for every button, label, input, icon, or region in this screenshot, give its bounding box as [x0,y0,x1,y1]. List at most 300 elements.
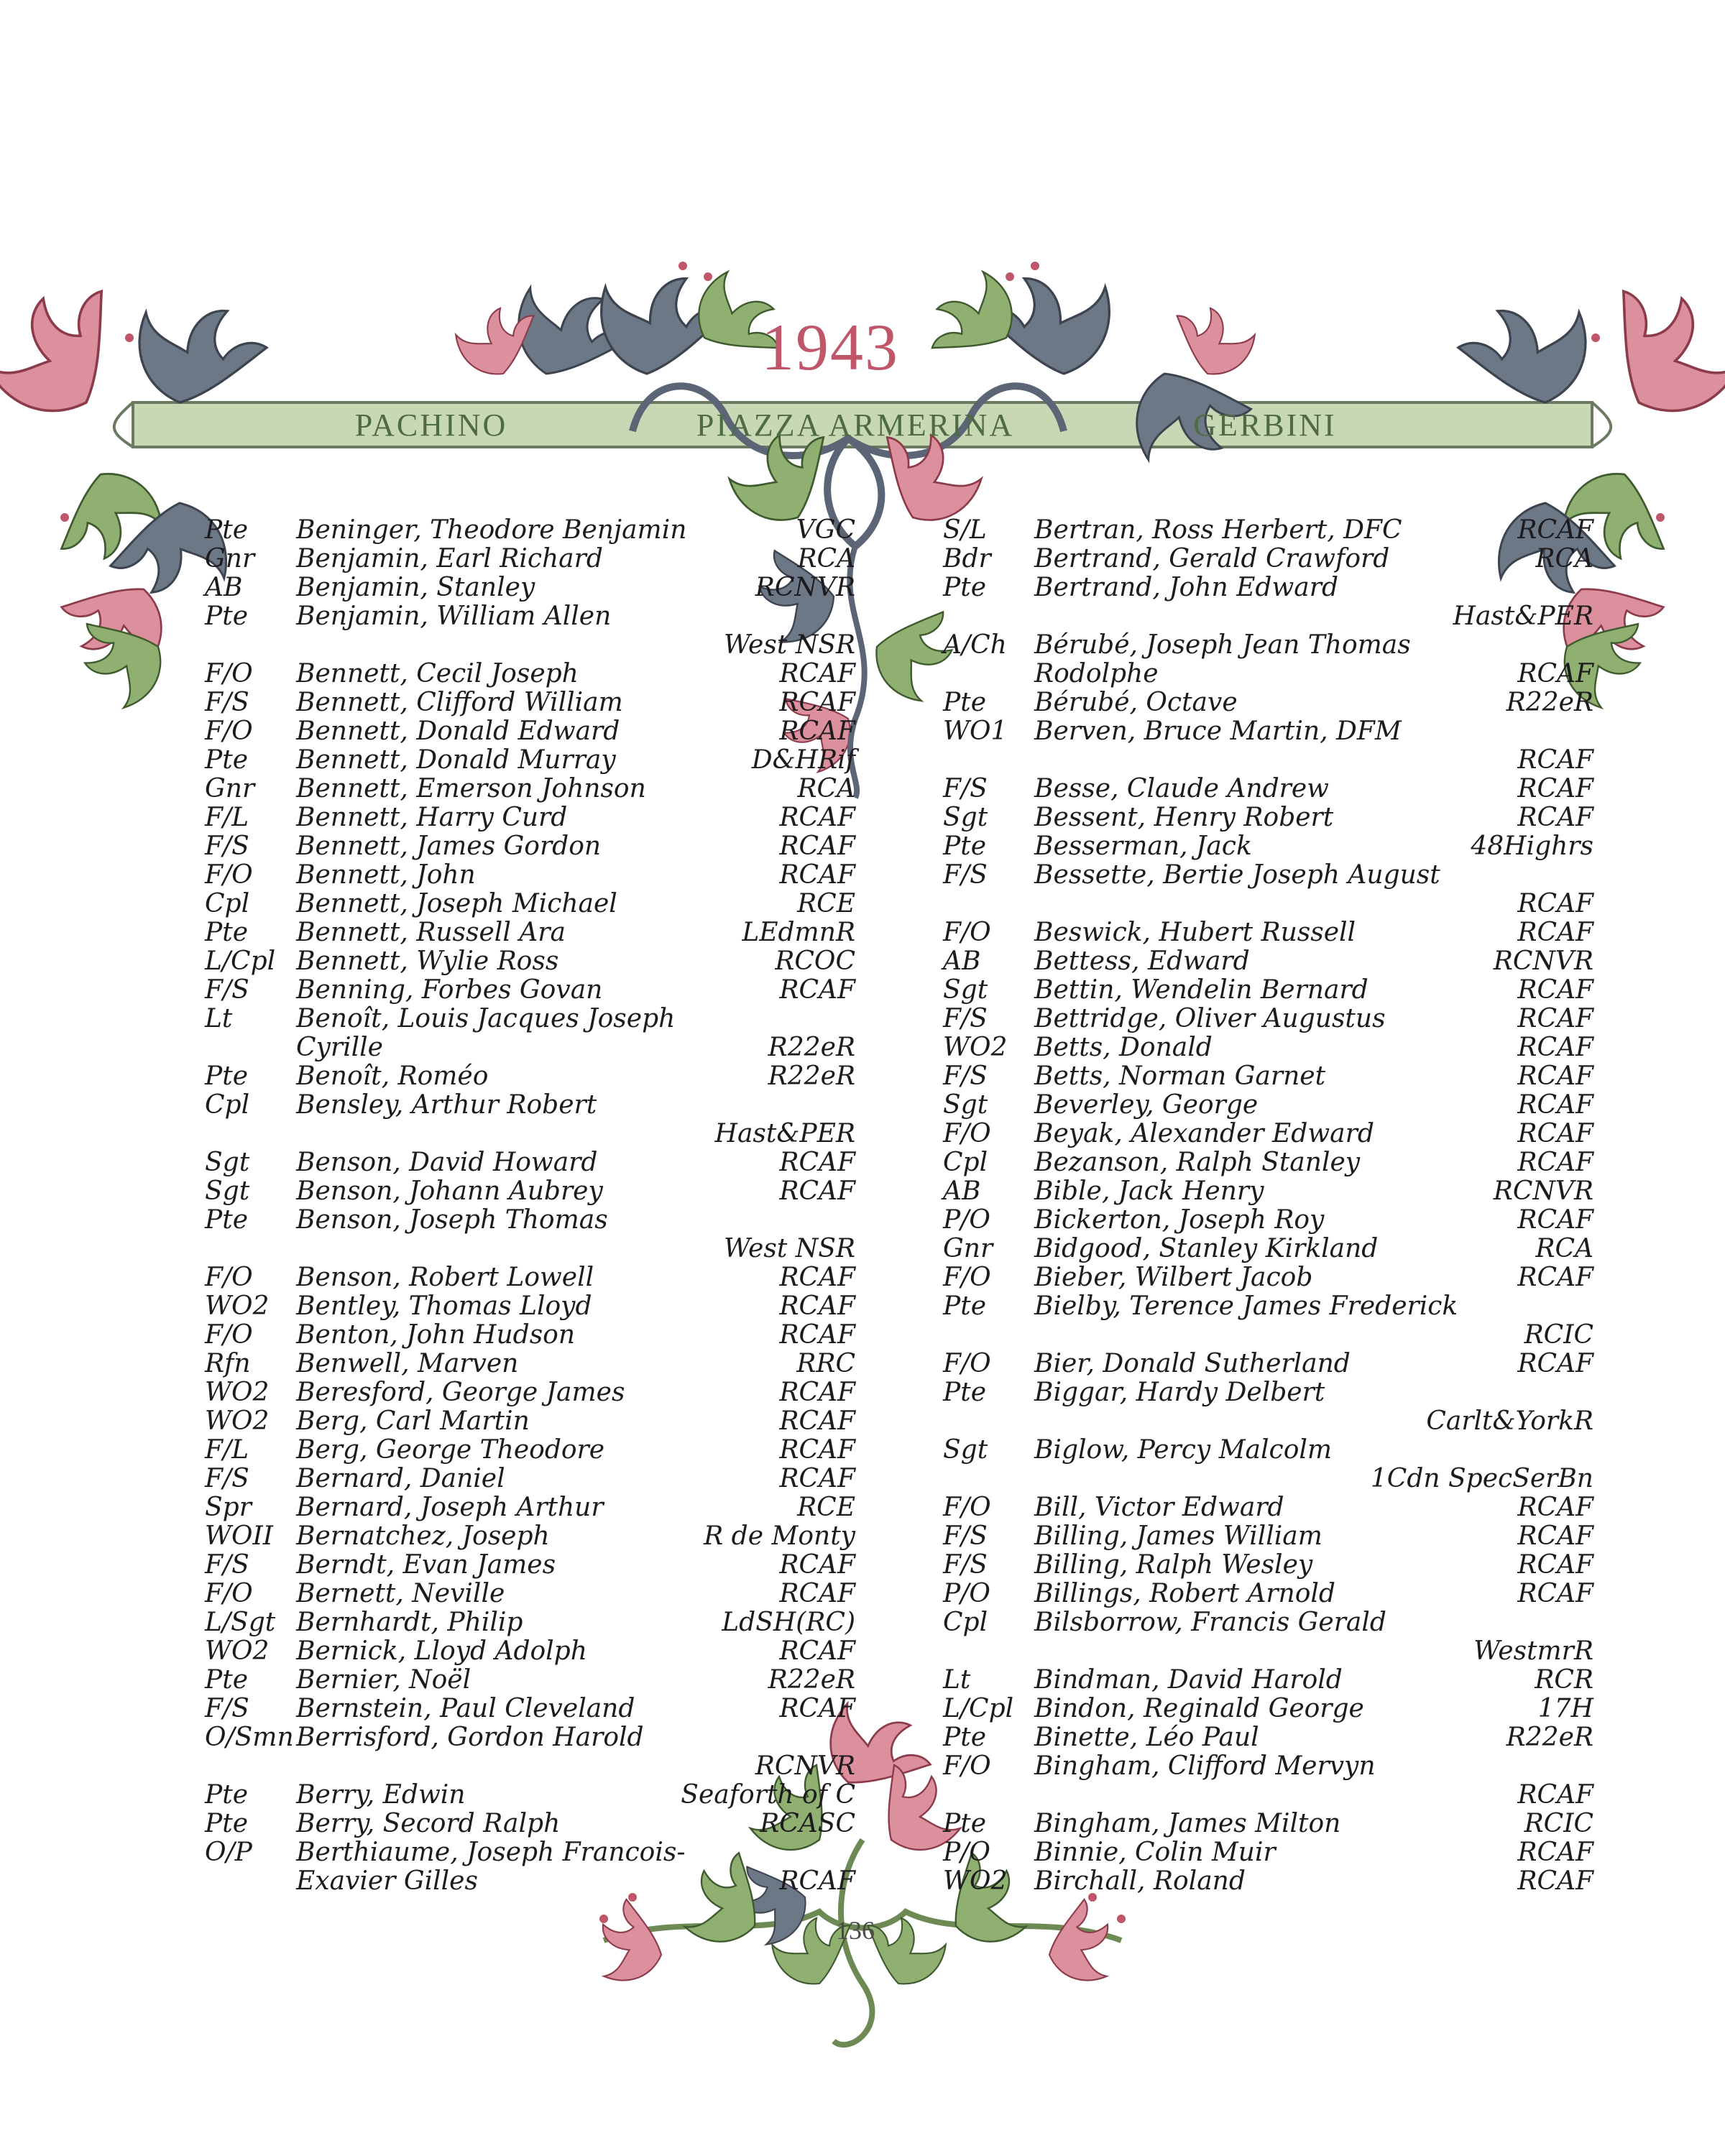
roll-entry [943,602,1593,631]
entry-rank: WO2 [205,1406,270,1436]
page-number: 136 [836,1916,875,1945]
roll-entry [205,1206,855,1235]
place-label-1: PACHINO [354,407,508,443]
entry-rank: Pte [205,1205,248,1235]
roll-entry [943,1033,1593,1062]
entry-unit: RCE [797,1493,855,1522]
entry-unit: RCAF [1517,1148,1593,1177]
entry-rank: Pte [943,1809,986,1838]
entry-name: Beresford, George James [296,1378,625,1407]
entry-name: Billing, Ralph Wesley [1034,1550,1313,1580]
entry-rank: F/O [205,659,253,688]
entry-unit: RCOC [775,946,855,976]
roll-entry [205,861,855,890]
entry-unit: RCAF [1517,745,1593,775]
entry-rank: WO2 [205,1378,270,1407]
roll-entry [943,1666,1593,1695]
entry-rank: Cpl [205,1090,250,1120]
entry-rank: WOII [205,1521,273,1551]
entry-unit: RCAF [779,1291,855,1321]
entry-name: Exavier Gilles [296,1866,478,1896]
roll-entry [205,573,855,602]
entry-name: Bennett, James Gordon [296,831,602,861]
entry-rank: Lt [943,1665,971,1695]
entry-name: Benton, John Hudson [296,1320,576,1350]
entry-rank: AB [943,946,981,976]
entry-unit: RCR [1535,1665,1593,1695]
entry-name: Bennett, Joseph Michael [296,889,617,918]
roll-entry [943,746,1593,775]
entry-name: Birchall, Roland [1034,1866,1246,1896]
entry-rank: WO2 [943,1033,1008,1062]
entry-rank: F/S [943,1521,988,1551]
entry-rank: O/Smn [205,1723,294,1752]
entry-rank: Cpl [205,889,250,918]
entry-name: Bernhardt, Philip [296,1608,523,1637]
entry-unit: RCA [1535,1234,1593,1263]
entry-name: Bennett, Donald Edward [296,717,620,746]
entry-rank: Bdr [943,544,991,573]
roll-entry [943,803,1593,832]
entry-unit: RCAF [1517,1033,1593,1062]
roll-entry [943,1177,1593,1206]
entry-unit: RCNVR [755,1751,855,1781]
entry-name: Bensley, Arthur Robert [296,1090,597,1120]
entry-name: Billing, James William [1034,1521,1322,1551]
roll-entry [943,1867,1593,1896]
roll-entry [943,861,1593,890]
entry-name: Beninger, Theodore Benjamin [296,515,687,545]
entry-name: Benson, Joseph Thomas [296,1205,608,1235]
entry-unit: RCE [797,889,855,918]
roll-entry [205,1263,855,1292]
roll-entry [943,573,1593,602]
entry-rank: AB [205,573,243,602]
roll-entry [943,717,1593,746]
entry-name: Bier, Donald Sutherland [1034,1349,1351,1378]
entry-rank: WO2 [205,1636,270,1666]
roll-entry [205,803,855,832]
entry-rank: F/O [943,1751,991,1781]
entry-rank: Sgt [943,975,988,1005]
entry-unit: RCAF [1517,1004,1593,1033]
entry-rank: AB [943,1176,981,1206]
entry-rank: WO2 [205,1291,270,1321]
entry-name: Besse, Claude Andrew [1034,774,1329,803]
entry-unit: RCAF [1517,918,1593,947]
entry-rank: F/O [205,1320,253,1350]
roll-entry [205,1608,855,1637]
entry-unit: RCAF [779,1320,855,1350]
entry-rank: F/S [205,1550,249,1580]
entry-name: Cyrille [296,1033,383,1062]
right-name-column [943,516,1593,1896]
entry-rank: Pte [943,1723,986,1752]
entry-unit: RCAF [1517,1780,1593,1810]
entry-name: Bernick, Lloyd Adolph [296,1636,587,1666]
entry-rank: Sgt [943,1090,988,1120]
roll-entry [205,602,855,631]
entry-name: Bieber, Wilbert Jacob [1034,1263,1313,1292]
entry-name: Bessent, Henry Robert [1034,803,1334,832]
entry-rank: Sgt [943,803,988,832]
entry-unit: Hast&PER [714,1119,855,1148]
entry-unit: RCIC [1524,1320,1593,1350]
entry-unit: RCNVR [1493,946,1593,976]
roll-entry [943,1206,1593,1235]
entry-rank: S/L [943,515,987,545]
entry-name: Bernard, Joseph Arthur [296,1493,604,1522]
roll-entry [205,1580,855,1608]
roll-entry [943,1120,1593,1148]
entry-rank: P/O [943,1579,990,1608]
entry-name: Bennett, Harry Curd [296,803,568,832]
entry-rank: Spr [205,1493,252,1522]
entry-name: Bezanson, Ralph Stanley [1034,1148,1361,1177]
roll-entry [205,631,855,660]
entry-name: Bertrand, Gerald Crawford [1034,544,1390,573]
roll-entry [943,890,1593,918]
entry-name: Binette, Léo Paul [1034,1723,1259,1752]
roll-entry [205,1810,855,1838]
entry-rank: Cpl [943,1148,988,1177]
entry-name: Bennett, John [296,860,476,890]
entry-unit: RCASC [760,1809,855,1838]
entry-unit: RCAF [779,1550,855,1580]
entry-unit: RCAF [1517,659,1593,688]
roll-entry [205,1867,855,1896]
entry-unit: RCAF [779,1176,855,1206]
roll-entry [943,1695,1593,1723]
entry-rank: Sgt [943,1435,988,1465]
entry-rank: Pte [205,1780,248,1810]
entry-name: Bennett, Cecil Joseph [296,659,579,688]
roll-entry [943,1608,1593,1637]
entry-unit: RCAF [779,860,855,890]
roll-entry [943,1263,1593,1292]
roll-entry [205,688,855,717]
entry-rank: WO2 [943,1866,1008,1896]
entry-rank: F/S [205,1694,249,1723]
entry-rank: Pte [205,602,248,631]
entry-name: Bingham, James Milton [1034,1809,1341,1838]
roll-entry [205,1551,855,1580]
entry-name: Berrisford, Gordon Harold [296,1723,644,1752]
entry-unit: RCAF [779,1148,855,1177]
entry-name: Benjamin, William Allen [296,602,612,631]
entry-rank: Pte [943,688,986,717]
entry-rank: Pte [943,831,986,861]
entry-unit: R22eR [768,1665,855,1695]
roll-entry [205,1120,855,1148]
roll-entry [943,545,1593,573]
roll-entry [943,1580,1593,1608]
entry-rank: F/S [943,860,988,890]
roll-entry [943,1810,1593,1838]
roll-entry [205,1522,855,1551]
roll-entry [205,1033,855,1062]
roll-entry [205,1493,855,1522]
entry-rank: P/O [943,1838,990,1867]
entry-rank: F/S [943,1004,988,1033]
roll-entry [205,976,855,1005]
entry-unit: 17H [1537,1694,1593,1723]
year-heading: 1943 [761,310,899,384]
entry-unit: R22eR [1506,1723,1593,1752]
entry-rank: P/O [943,1205,990,1235]
entry-name: Bennett, Emerson Johnson [296,774,646,803]
roll-entry [205,1091,855,1120]
entry-unit: Seaforth of C [681,1780,855,1810]
entry-name: Benoît, Louis Jacques Joseph [296,1004,676,1033]
entry-name: Benjamin, Earl Richard [296,544,603,573]
roll-entry [943,832,1593,861]
roll-entry [205,1723,855,1752]
entry-name: Bettridge, Oliver Augustus [1034,1004,1386,1033]
entry-unit: RCAF [1517,1263,1593,1292]
entry-name: Benwell, Marven [296,1349,519,1378]
entry-name: Benson, Johann Aubrey [296,1176,603,1206]
roll-entry [205,947,855,976]
place-label-2: PIAZZA ARMERINA [696,407,1015,443]
roll-entry [205,1666,855,1695]
entry-name: Bentley, Thomas Lloyd [296,1291,592,1321]
entry-unit: LEdmnR [742,918,855,947]
entry-unit: RCAF [1517,1521,1593,1551]
entry-name: Berndt, Evan James [296,1550,556,1580]
entry-unit: RCAF [779,1435,855,1465]
entry-name: Bielby, Terence James Frederick [1034,1291,1458,1321]
entry-unit: West NSR [723,630,855,660]
entry-unit: RCA [797,774,855,803]
entry-unit: RCAF [1517,889,1593,918]
entry-unit: RCAF [779,803,855,832]
entry-rank: Pte [205,515,248,545]
entry-rank: F/O [943,1349,991,1378]
entry-rank: F/S [205,831,249,861]
entry-unit: VGC [796,515,855,545]
entry-name: Bertran, Ross Herbert, DFC [1034,515,1402,545]
roll-entry [943,1838,1593,1867]
entry-name: Bernatchez, Joseph [296,1521,550,1551]
roll-entry [205,1177,855,1206]
entry-unit: RCAF [1517,1119,1593,1148]
entry-name: Berven, Bruce Martin, DFM [1034,717,1402,746]
roll-entry [943,1522,1593,1551]
entry-unit: RCAF [1517,1090,1593,1120]
roll-entry [943,1235,1593,1263]
entry-unit: RCAF [1517,774,1593,803]
roll-entry [943,1091,1593,1120]
entry-rank: F/S [205,688,249,717]
entry-rank: Pte [205,1809,248,1838]
entry-unit: RCAF [779,1464,855,1493]
roll-entry [943,660,1593,688]
entry-unit: RCAF [1517,803,1593,832]
entry-rank: F/S [205,975,249,1005]
left-name-column [205,516,855,1896]
roll-entry [943,1723,1593,1752]
entry-rank: Pte [205,918,248,947]
roll-entry [943,918,1593,947]
entry-name: Berthiaume, Joseph Francois- [296,1838,686,1867]
entry-name: Bernstein, Paul Cleveland [296,1694,635,1723]
entry-name: Billings, Robert Arnold [1034,1579,1335,1608]
entry-unit: RCAF [779,975,855,1005]
entry-rank: A/Ch [943,630,1007,660]
roll-entry [943,1407,1593,1436]
entry-name: Bible, Jack Henry [1034,1176,1264,1206]
entry-unit: RCIC [1524,1809,1593,1838]
roll-entry [205,775,855,803]
entry-unit: RCAF [779,1579,855,1608]
entry-unit: RCAF [779,1263,855,1292]
entry-unit: RCAF [779,1694,855,1723]
entry-rank: Pte [943,573,986,602]
entry-unit: RCAF [1517,1579,1593,1608]
entry-rank: L/Cpl [943,1694,1014,1723]
roll-entry [205,717,855,746]
entry-rank: F/O [943,1263,991,1292]
roll-entry [943,1465,1593,1493]
entry-unit: RCAF [1517,1493,1593,1522]
roll-entry [205,660,855,688]
entry-rank: Pte [943,1378,986,1407]
entry-unit: R22eR [1506,688,1593,717]
roll-entry [943,947,1593,976]
entry-rank: Sgt [205,1176,250,1206]
roll-entry [943,1436,1593,1465]
entry-unit: RCAF [1517,1838,1593,1867]
roll-entry [943,775,1593,803]
entry-name: Beverley, George [1034,1090,1259,1120]
entry-rank: F/O [205,717,253,746]
entry-name: Beswick, Hubert Russell [1034,918,1356,947]
entry-name: Bindman, David Harold [1034,1665,1343,1695]
roll-entry [205,1695,855,1723]
entry-rank: L/Sgt [205,1608,276,1637]
entry-name: Bessette, Bertie Joseph August [1034,860,1440,890]
entry-name: Bilsborrow, Francis Gerald [1034,1608,1386,1637]
entry-rank: Pte [205,1061,248,1091]
entry-name: Bickerton, Joseph Roy [1034,1205,1325,1235]
entry-rank: Pte [205,745,248,775]
entry-unit: Hast&PER [1453,602,1593,631]
entry-rank: F/S [943,1061,988,1091]
entry-unit: RCNVR [755,573,855,602]
entry-rank: F/O [205,860,253,890]
entry-name: Benson, David Howard [296,1148,598,1177]
roll-entry [205,1752,855,1781]
entry-unit: RRC [796,1349,855,1378]
entry-name: Bernett, Neville [296,1579,505,1608]
entry-rank: O/P [205,1838,252,1867]
entry-unit: 48Highrs [1471,831,1593,861]
roll-entry [943,631,1593,660]
entry-name: Bertrand, John Edward [1034,573,1338,602]
entry-unit: RCAF [1517,1550,1593,1580]
entry-unit: RCAF [1517,1061,1593,1091]
roll-entry [205,1148,855,1177]
roll-entry [205,1407,855,1436]
entry-rank: F/O [943,1119,991,1148]
entry-rank: F/S [943,774,988,803]
entry-rank: Gnr [943,1234,993,1263]
entry-unit: RCNVR [1493,1176,1593,1206]
entry-unit: RCA [797,544,855,573]
entry-unit: D&HRif [751,745,855,775]
roll-entry [205,1005,855,1033]
entry-unit: RCAF [779,659,855,688]
entry-rank: Gnr [205,544,255,573]
entry-unit: RCAF [779,1406,855,1436]
entry-unit: RCAF [1517,975,1593,1005]
entry-unit: RCAF [779,688,855,717]
entry-unit: Carlt&YorkR [1426,1406,1593,1436]
entry-name: Benjamin, Stanley [296,573,535,602]
entry-unit: RCAF [1517,1205,1593,1235]
entry-name: Bill, Victor Edward [1034,1493,1284,1522]
entry-rank: F/O [205,1263,253,1292]
entry-unit: RCAF [1517,515,1593,545]
entry-rank: L/Cpl [205,946,276,976]
entry-name: Betts, Donald [1034,1033,1213,1062]
place-label-3: GERBINI [1193,407,1337,443]
entry-name: Benoît, Roméo [296,1061,489,1091]
roll-entry [943,1292,1593,1321]
entry-rank: Lt [205,1004,233,1033]
entry-name: Biggar, Hardy Delbert [1034,1378,1325,1407]
entry-unit: RCAF [779,831,855,861]
entry-unit: RCAF [1517,1866,1593,1896]
roll-entry [205,1637,855,1666]
entry-unit: RCA [1535,544,1593,573]
roll-entry [205,545,855,573]
entry-unit: WestmrR [1473,1636,1593,1666]
roll-entry [205,890,855,918]
roll-entry [205,1838,855,1867]
entry-name: Binnie, Colin Muir [1034,1838,1276,1867]
roll-entry [943,1148,1593,1177]
entry-name: Bennett, Russell Ara [296,918,566,947]
entry-rank: F/S [205,1464,249,1493]
entry-name: Berry, Edwin [296,1780,466,1810]
entry-unit: RCAF [779,717,855,746]
entry-name: Betts, Norman Garnet [1034,1061,1326,1091]
roll-entry [205,1465,855,1493]
entry-name: Berry, Secord Ralph [296,1809,561,1838]
entry-unit: RCAF [779,1866,855,1896]
roll-entry [205,832,855,861]
roll-entry [943,516,1593,545]
entry-name: Rodolphe [1034,659,1159,688]
entry-rank: Cpl [943,1608,988,1637]
roll-entry [943,976,1593,1005]
roll-entry [943,1350,1593,1378]
entry-unit: LdSH(RC) [722,1608,855,1637]
roll-entry [205,1062,855,1091]
entry-unit: R22eR [768,1061,855,1091]
entry-rank: F/O [205,1579,253,1608]
entry-unit: 1Cdn SpecSerBn [1370,1464,1593,1493]
roll-entry [205,1378,855,1407]
roll-entry [205,1436,855,1465]
entry-rank: Sgt [205,1148,250,1177]
roll-entry [943,1378,1593,1407]
entry-name: Bennett, Donald Murray [296,745,616,775]
roll-entry [205,746,855,775]
roll-entry [943,1005,1593,1033]
